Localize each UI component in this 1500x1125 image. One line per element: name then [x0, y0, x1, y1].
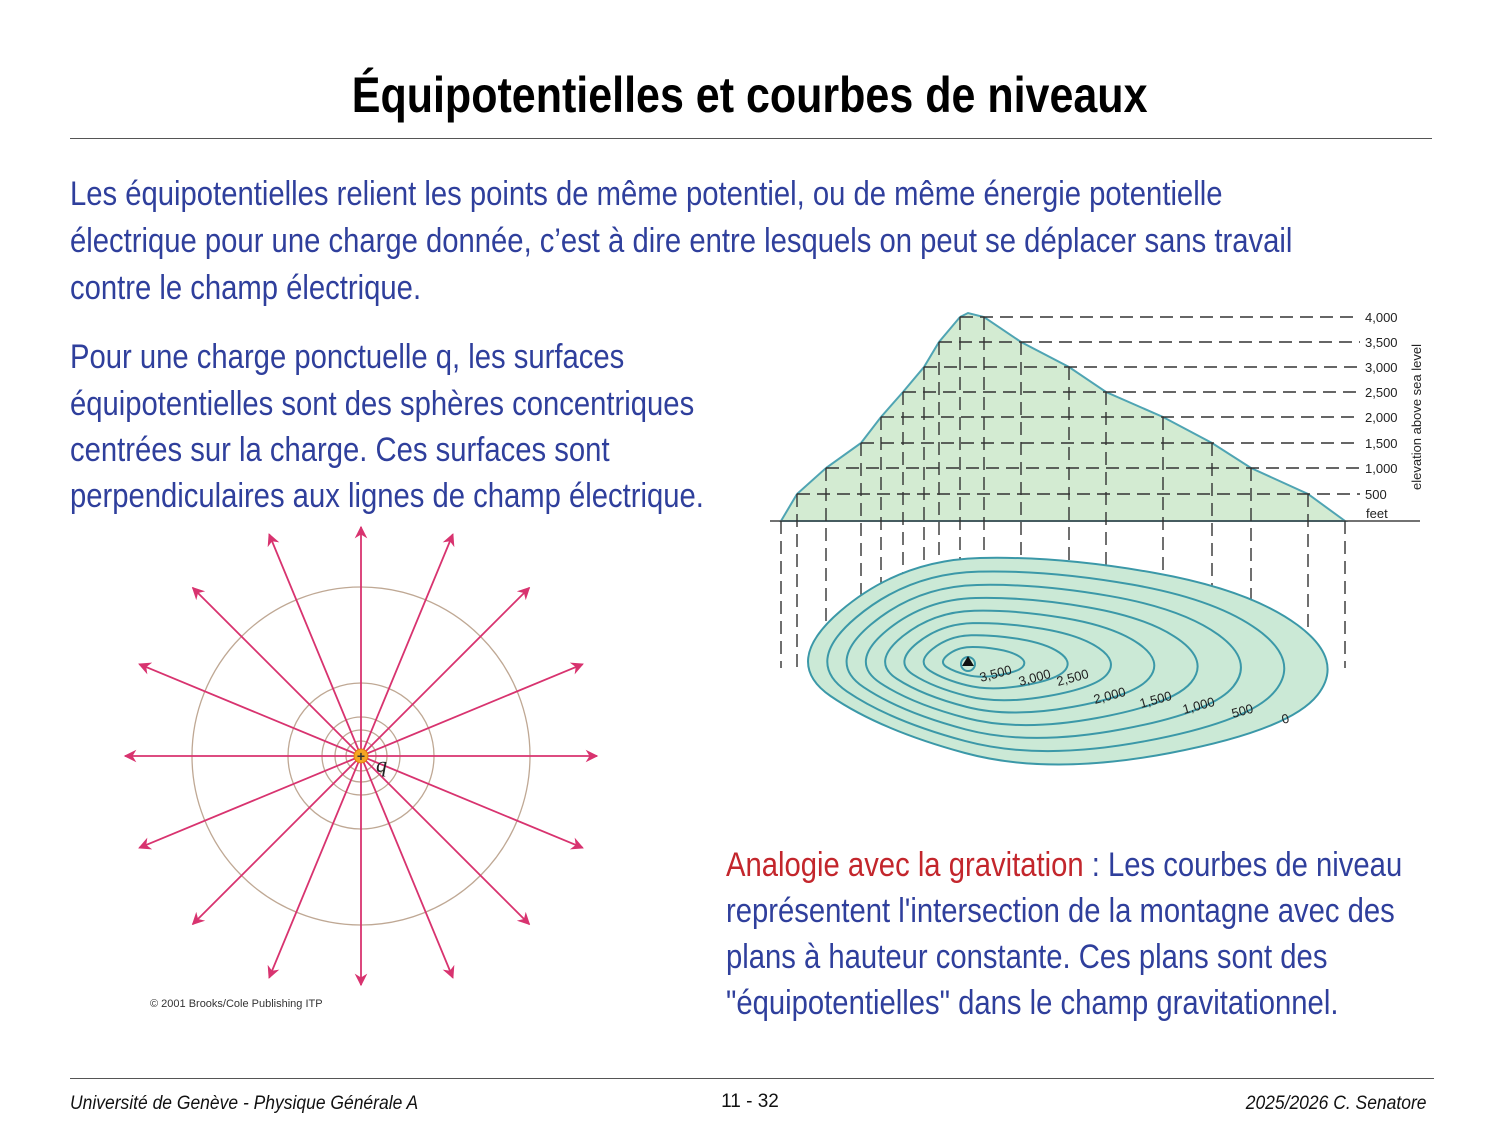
- contour-map: [808, 558, 1328, 765]
- analogy-text: : Les courbes de niveau: [1083, 846, 1403, 884]
- field-line-arrow: [193, 756, 361, 924]
- contour-label: 500: [1229, 700, 1255, 721]
- contour-label: 3,000: [1016, 665, 1053, 689]
- elevation-label: 1,000: [1365, 461, 1398, 476]
- elevation-label: 500: [1365, 487, 1387, 502]
- contour-label: 1,000: [1180, 693, 1217, 717]
- analogy-highlight: Analogie avec la gravitation: [726, 846, 1084, 884]
- contour-label: 2,500: [1054, 665, 1091, 689]
- elevation-label: 2,000: [1365, 410, 1398, 425]
- analogy-line: représentent l'intersection de la montagne avec des: [726, 892, 1395, 930]
- unit-label: feet: [1366, 506, 1388, 521]
- intro-line: contre le champ électrique.: [70, 269, 422, 307]
- point-charge-line: équipotentielles sont des sphères concentriques: [70, 385, 695, 423]
- footer-left: Université de Genève - Physique Générale A: [70, 1093, 419, 1114]
- point-charge-line: Pour une charge ponctuelle q, les surfaces: [70, 338, 625, 376]
- analogy-line: plans à hauteur constante. Ces plans sont des: [726, 938, 1328, 976]
- intro-line: électrique pour une charge donnée, c’est à dire entre lesquels on peut se déplacer sans travail: [70, 222, 1293, 260]
- charge-label: q: [376, 752, 387, 777]
- contour-label: 2,000: [1091, 683, 1128, 707]
- footer-right: 2025/2026 C. Senatore: [1245, 1093, 1426, 1114]
- contour-label: 0: [1279, 710, 1291, 727]
- field-line-arrow: [361, 588, 529, 756]
- footer-divider: [70, 1078, 1434, 1079]
- intro-line: Les équipotentielles relient les points de même potentiel, ou de même énergie potentielle: [70, 175, 1223, 213]
- contour-label: 3,500: [977, 661, 1014, 685]
- point-charge-line: centrées sur la charge. Ces surfaces sont: [70, 431, 610, 469]
- field-line-arrow: [193, 588, 361, 756]
- contour-label: 1,500: [1137, 687, 1174, 711]
- elevation-label: 3,000: [1365, 360, 1398, 375]
- elevation-label: 3,500: [1365, 335, 1398, 350]
- elevation-label: 1,500: [1365, 436, 1398, 451]
- elevation-label: 2,500: [1365, 385, 1398, 400]
- page-number: 11 - 32: [721, 1091, 779, 1112]
- elevation-label: 4,000: [1365, 310, 1398, 325]
- axis-label: elevation above sea level: [1409, 344, 1424, 490]
- copyright: © 2001 Brooks/Cole Publishing ITP: [150, 998, 323, 1010]
- analogy-line: "équipotentielles" dans le champ gravitationnel.: [726, 984, 1339, 1022]
- slide-title: Équipotentielles et courbes de niveaux: [352, 67, 1148, 123]
- field-line-arrow: [361, 756, 529, 924]
- point-charge-line: perpendiculaires aux lignes de champ électrique.: [70, 477, 704, 515]
- charge-sign: +: [356, 748, 366, 764]
